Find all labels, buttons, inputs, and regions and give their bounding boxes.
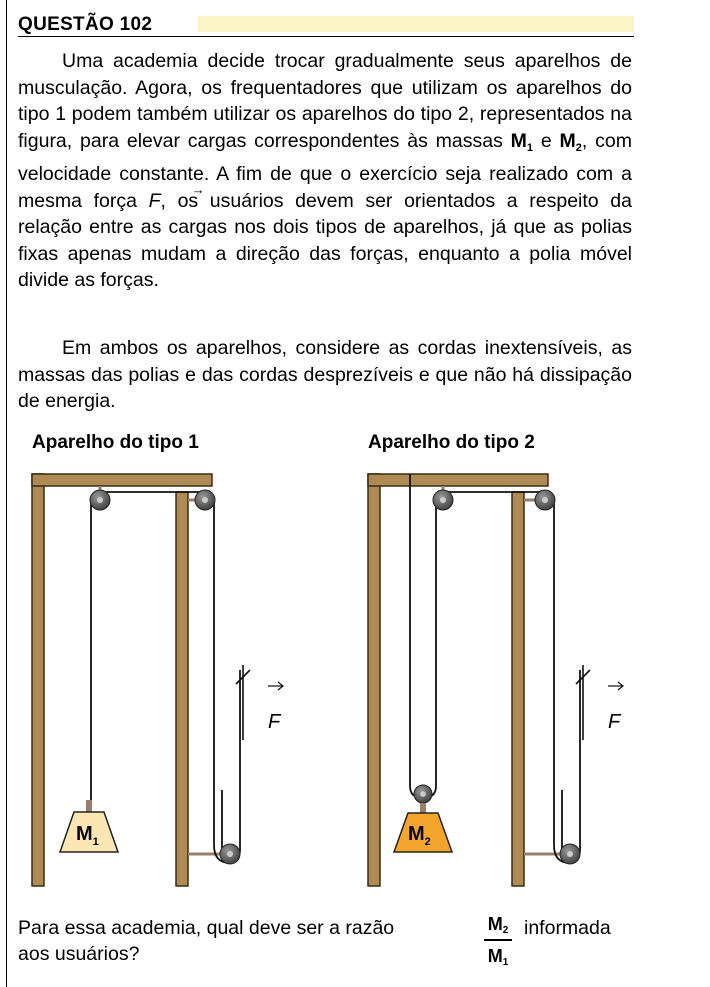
statement-text-2: , com velocidade constante. A fim de que o exercício seja realizado com a mesma força: [18, 129, 633, 212]
force-vector-symbol: → F: [149, 190, 161, 212]
header-highlight-bar: [198, 16, 634, 32]
force-label-2-arrow: [608, 682, 623, 690]
question-text-after: informada: [524, 917, 611, 939]
force-label-2: F: [608, 711, 621, 733]
force-arrow-2: [576, 665, 590, 740]
pulley-fixed-top-2: [433, 490, 453, 510]
question-prompt: [18, 914, 638, 968]
mass-m1-label: $M_1$: [76, 823, 99, 848]
frame-1: [32, 474, 212, 886]
question-header: [18, 10, 634, 40]
header-underline: [18, 36, 634, 37]
apparatus-type-2: [368, 474, 623, 886]
fraction-numerator: M2: [487, 914, 509, 936]
mass-m2-symbol: $M_2$: [559, 129, 582, 154]
pulley-fixed-bottom-1: [220, 844, 240, 864]
fraction-bar: [484, 939, 512, 941]
pulley-rods-2: [443, 486, 570, 854]
statement-text-1: Uma academia decide trocar gradualmente seus aparelhos de musculação. Agora, os frequentadores que utilizam os aparelhos do tipo 1 podem também utilizar os aparelhos do tipo 2, representados na figura, para elevar cargas correspondentes às massas: [18, 50, 632, 152]
force-arrow-1: [236, 665, 250, 740]
caption-apparatus-type-1: Aparelho do tipo 1: [32, 432, 199, 453]
question-text-before: Para essa academia, qual deve ser a razão: [18, 917, 395, 939]
pulley-fixed-right-1: [195, 490, 215, 510]
pulley-fixed-right-2: [535, 490, 555, 510]
question-title: QUESTÃO 102: [18, 14, 153, 35]
mass-m2-label: $M_2$: [408, 823, 431, 848]
pulley-rods-1: [100, 486, 230, 854]
assumptions-paragraph: Em ambos os aparelhos, considere as cordas inextensíveis, as massas das polias e das cordas desprezíveis e que não há dissipação de energia.: [18, 337, 632, 412]
apparatus-figure: [0, 460, 710, 905]
ropes-2: [410, 474, 580, 863]
frame-2: [368, 474, 548, 886]
statement-text-3: , os usuários devem ser orientados a respeito da relação entre as cargas nos dois tipos de aparelhos, já que as polias fixas apenas mudam a direção das forças, enquanto a polia móvel divide as forças.: [18, 189, 632, 291]
statement-paragraph: [18, 48, 632, 294]
caption-apparatus-type-2: Aparelho do tipo 2: [368, 432, 535, 453]
mass-2-hook: [420, 803, 426, 813]
question-text-line2: aos usuários?: [18, 943, 140, 965]
pulley-movable-2: [414, 785, 432, 803]
force-label-1-arrow: [268, 682, 283, 690]
fraction-denominator: M1: [487, 946, 509, 968]
statement-conj: e: [533, 129, 560, 152]
pulley-fixed-top-1: [90, 490, 110, 510]
force-label-1: F: [268, 711, 281, 733]
ropes-1: [91, 492, 240, 863]
mass-1-hook: [86, 800, 92, 812]
apparatus-type-1: [32, 474, 283, 886]
mass-m1-symbol: $M_1$: [510, 129, 534, 154]
pulley-fixed-bottom-2: [560, 844, 580, 864]
